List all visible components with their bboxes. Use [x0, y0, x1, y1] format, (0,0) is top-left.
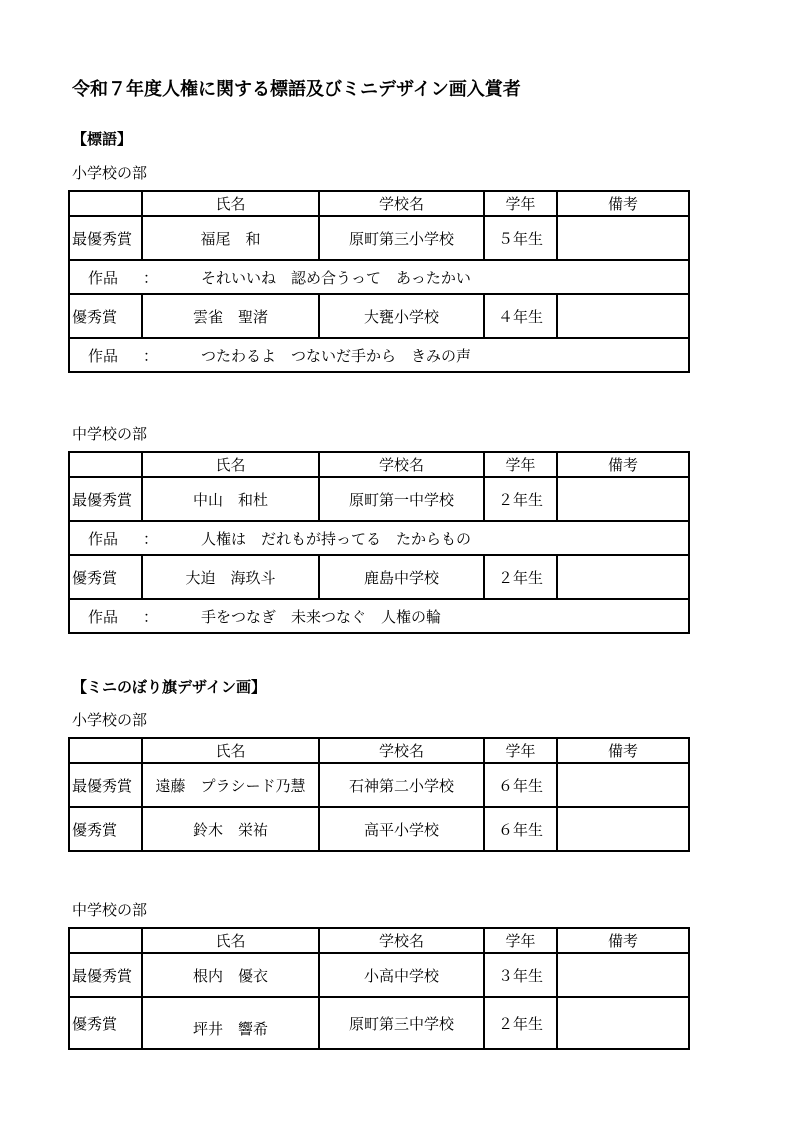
- work-cell: [69, 521, 689, 555]
- header-note: 備考: [557, 191, 689, 216]
- header-grade: 学年: [484, 452, 557, 477]
- slogan-junior-label: 中学校の部: [72, 425, 148, 443]
- grade-cell: ４年生: [484, 294, 557, 338]
- work-text: それいいね 認め合うって あったかい: [201, 268, 471, 287]
- header-school: 学校名: [319, 738, 484, 763]
- table-row: [69, 997, 689, 1049]
- header-note: 備考: [557, 452, 689, 477]
- work-row: [69, 521, 689, 555]
- name-cell: 遠藤 プラシード乃慧: [142, 763, 319, 807]
- award-cell: 優秀賞: [69, 555, 142, 599]
- page-title: 令和７年度人権に関する標語及びミニデザイン画入賞者: [72, 79, 521, 100]
- note-cell: [557, 216, 689, 260]
- slogan-junior-table: [68, 451, 690, 634]
- work-row: [69, 599, 689, 633]
- design-junior-label: 中学校の部: [72, 901, 148, 919]
- name-cell: 中山 和杜: [142, 477, 319, 521]
- award-cell: 最優秀賞: [69, 763, 142, 807]
- table-row: [69, 216, 689, 260]
- grade-cell: ６年生: [484, 807, 557, 851]
- name-cell: 鈴木 栄祐: [142, 807, 319, 851]
- header-award: [69, 452, 142, 477]
- name-cell: 雲雀 聖渚: [142, 294, 319, 338]
- header-school: 学校名: [319, 928, 484, 953]
- award-cell: 優秀賞: [69, 807, 142, 851]
- school-cell: 高平小学校: [319, 807, 484, 851]
- note-cell: [557, 477, 689, 521]
- header-name: 氏名: [142, 452, 319, 477]
- table-row: [69, 953, 689, 997]
- work-text: 人権は だれもが持ってる たからもの: [201, 529, 472, 548]
- award-cell: 優秀賞: [69, 997, 142, 1049]
- design-junior-table: [68, 927, 690, 1050]
- work-colon: ：: [143, 529, 159, 548]
- header-school: 学校名: [319, 452, 484, 477]
- note-cell: [557, 997, 689, 1049]
- work-cell: [69, 260, 689, 294]
- award-cell: 最優秀賞: [69, 477, 142, 521]
- work-row: [69, 260, 689, 294]
- header-grade: 学年: [484, 738, 557, 763]
- design-heading: 【ミニのぼり旗デザイン画】: [72, 678, 266, 696]
- work-label: 作品: [88, 268, 119, 287]
- note-cell: [557, 555, 689, 599]
- table-row: [69, 294, 689, 338]
- header-award: [69, 928, 142, 953]
- design-elementary-label: 小学校の部: [72, 711, 148, 729]
- work-colon: ：: [143, 607, 159, 626]
- work-text: つたわるよ つないだ手から きみの声: [201, 346, 472, 365]
- slogan-elementary-label: 小学校の部: [72, 164, 148, 182]
- table-header-row: [69, 738, 689, 763]
- work-text: 手をつなぎ 未来つなぐ 人権の輪: [201, 607, 442, 626]
- header-award: [69, 738, 142, 763]
- table-header-row: [69, 191, 689, 216]
- name-cell: 坪井 響希: [142, 997, 319, 1049]
- table-row: [69, 807, 689, 851]
- name-cell: 福尾 和: [142, 216, 319, 260]
- header-grade: 学年: [484, 191, 557, 216]
- grade-cell: ２年生: [484, 477, 557, 521]
- table-row: [69, 477, 689, 521]
- note-cell: [557, 294, 689, 338]
- grade-cell: ２年生: [484, 997, 557, 1049]
- slogan-heading: 【標語】: [72, 130, 133, 148]
- award-cell: 最優秀賞: [69, 953, 142, 997]
- school-cell: 原町第一中学校: [319, 477, 484, 521]
- table-row: [69, 763, 689, 807]
- work-label: 作品: [88, 607, 119, 626]
- work-label: 作品: [88, 529, 119, 548]
- header-name: 氏名: [142, 191, 319, 216]
- header-award: [69, 191, 142, 216]
- work-colon: ：: [143, 346, 159, 365]
- award-cell: 最優秀賞: [69, 216, 142, 260]
- note-cell: [557, 807, 689, 851]
- design-elementary-table: [68, 737, 690, 852]
- work-label: 作品: [88, 346, 119, 365]
- award-cell: 優秀賞: [69, 294, 142, 338]
- work-row: [69, 338, 689, 372]
- table-header-row: [69, 928, 689, 953]
- name-cell: 根内 優衣: [142, 953, 319, 997]
- header-school: 学校名: [319, 191, 484, 216]
- school-cell: 大甕小学校: [319, 294, 484, 338]
- grade-cell: ６年生: [484, 763, 557, 807]
- school-cell: 鹿島中学校: [319, 555, 484, 599]
- note-cell: [557, 953, 689, 997]
- school-cell: 原町第三小学校: [319, 216, 484, 260]
- school-cell: 原町第三中学校: [319, 997, 484, 1049]
- school-cell: 小高中学校: [319, 953, 484, 997]
- work-colon: ：: [143, 268, 159, 287]
- header-note: 備考: [557, 738, 689, 763]
- grade-cell: ５年生: [484, 216, 557, 260]
- table-header-row: [69, 452, 689, 477]
- header-name: 氏名: [142, 928, 319, 953]
- slogan-elementary-table: [68, 190, 690, 373]
- header-name: 氏名: [142, 738, 319, 763]
- grade-cell: ２年生: [484, 555, 557, 599]
- school-cell: 石神第二小学校: [319, 763, 484, 807]
- header-note: 備考: [557, 928, 689, 953]
- table-row: [69, 555, 689, 599]
- grade-cell: ３年生: [484, 953, 557, 997]
- name-cell: 大迫 海玖斗: [142, 555, 319, 599]
- note-cell: [557, 763, 689, 807]
- work-cell: [69, 338, 689, 372]
- header-grade: 学年: [484, 928, 557, 953]
- work-cell: [69, 599, 689, 633]
